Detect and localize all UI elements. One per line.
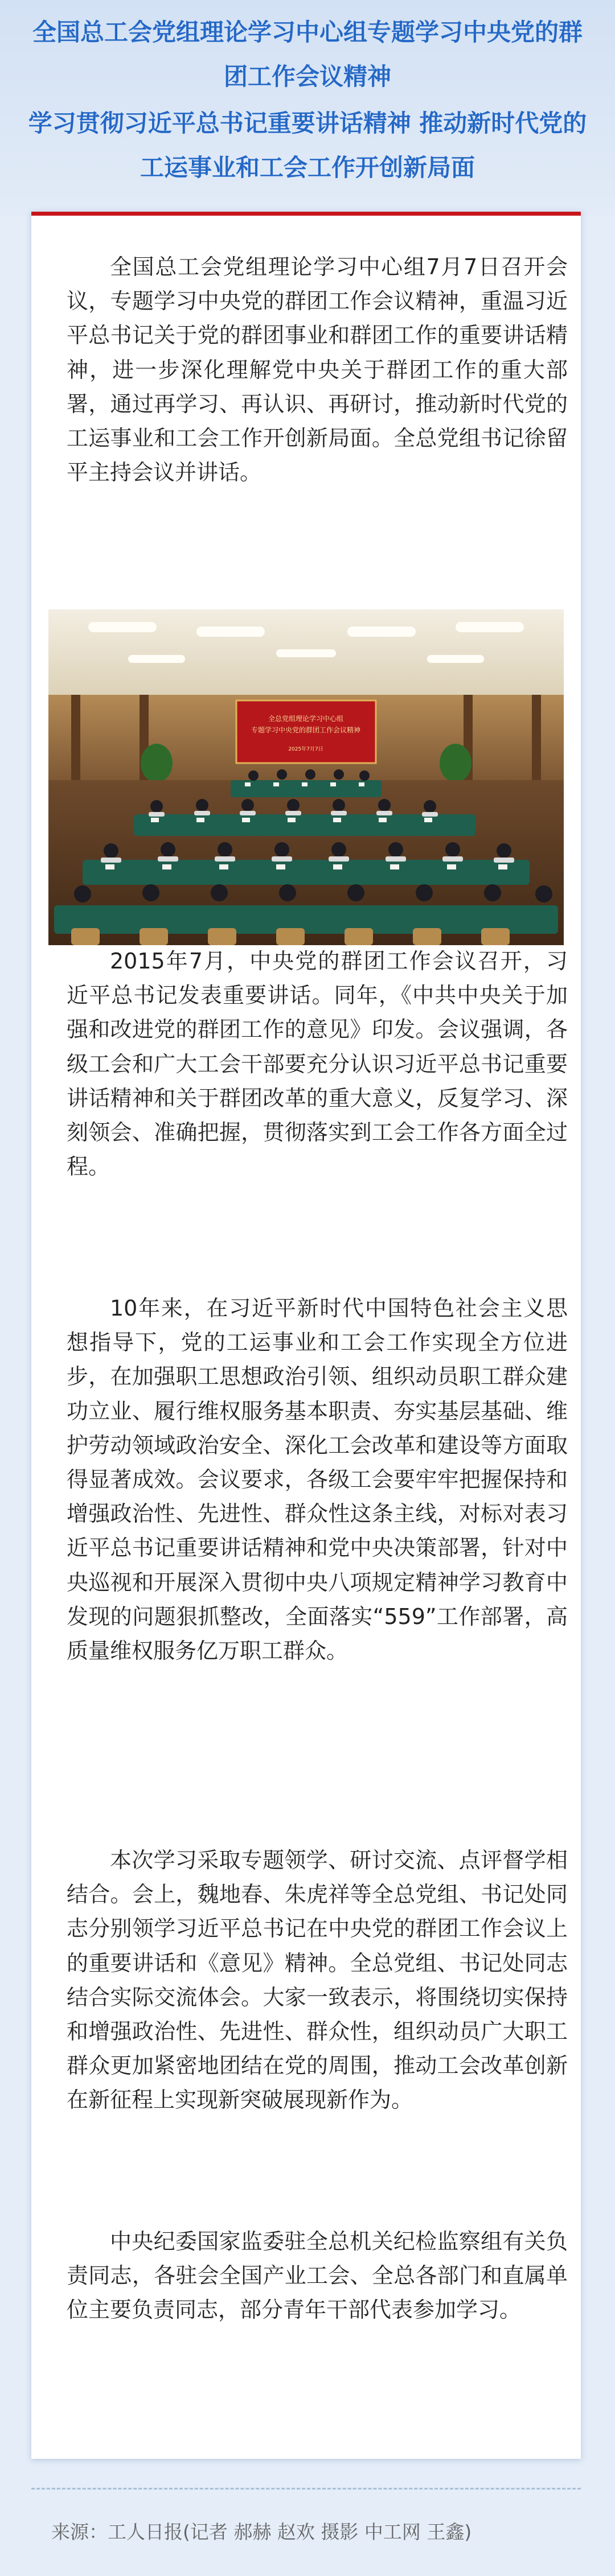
article-paragraph: 全国总工会党组理论学习中心组7月7日召开会议，专题学习中央党的群团工作会议精神，重温习近平总书记关于党的群团事业和群团工作的重要讲话精神，进一步深化理解党中央关于群团工作的重大部署，通过再学习、再认识、再研讨，推动新时代党的工运事业和工会工作开创新局面。全总党组书记徐留平主持会议并讲话。 — [67, 254, 568, 485]
meeting-photo — [48, 609, 564, 945]
photo-banner-date: 2025年7月7日 — [288, 747, 323, 752]
source-credit: 来源：工人日报(记者 郝赫 赵欢 摄影 中工网 王鑫) — [51, 2521, 472, 2543]
article-card — [31, 212, 581, 2459]
headline-primary: 全国总工会党组理论学习中心组专题学习中央党的群团工作会议精神 — [32, 18, 583, 90]
article-header — [0, 0, 615, 216]
footer-divider — [31, 2488, 581, 2490]
photo-banner-line2: 专题学习中央党的群团工作会议精神 — [251, 726, 361, 734]
headline-secondary: 学习贯彻习近平总书记重要讲话精神 推动新时代党的工运事业和工会工作开创新局面 — [28, 109, 587, 182]
article-paragraph: 2015年7月，中央党的群团工作会议召开，习近平总书记发表重要讲话。同年，《中共中央关于加强和改进党的群团工作的意见》印发。会议强调，各级工会和广大工会干部要充分认识习近平总书记重要讲话精神和关于群团改革的重大意义，反复学习、深刻领会、准确把握，贯彻落实到工会工作各方面全过程。 — [67, 949, 568, 1180]
article-paragraph: 中央纪委国家监委驻全总机关纪检监察组有关负责同志，各驻会全国产业工会、全总各部门和直属单位主要负责同志，部分青年干部代表参加学习。 — [67, 2229, 568, 2323]
photo-banner-line1: 全总党组理论学习中心组 — [268, 715, 344, 723]
article-paragraph: 本次学习采取专题领学、研讨交流、点评督学相结合。会上，魏地春、朱虎祥等全总党组、书记处同志分别领学习近平总书记在中央党的群团工作会议上的重要讲话和《意见》精神。全总党组、书记处同志结合实际交流体会。大家一致表示，将围绕切实保持和增强政治性、先进性、群众性，组织动员广大职工群众更加紧密地团结在党的周围，推动工会改革创新在新征程上实现新突破展现新作为。 — [67, 1848, 568, 2113]
article-paragraph: 10年来，在习近平新时代中国特色社会主义思想指导下，党的工运事业和工会工作实现全方位进步，在加强职工思想政治引领、组织动员职工群众建功立业、履行维权服务基本职责、夯实基层基础、维护劳动领域政治安全、深化工会改革和建设等方面取得显著成效。会议要求，各级工会要牢牢把握保持和增强政治性、先进性、群众性这条主线，对标对表习近平总书记重要讲话精神和党中央决策部署，针对中央巡视和开展深入贯彻中央八项规定精神学习教育中发现的问题狠抓整改，全面落实“559”工作部署，高质量维权服务亿万职工群众。 — [67, 1296, 568, 1664]
